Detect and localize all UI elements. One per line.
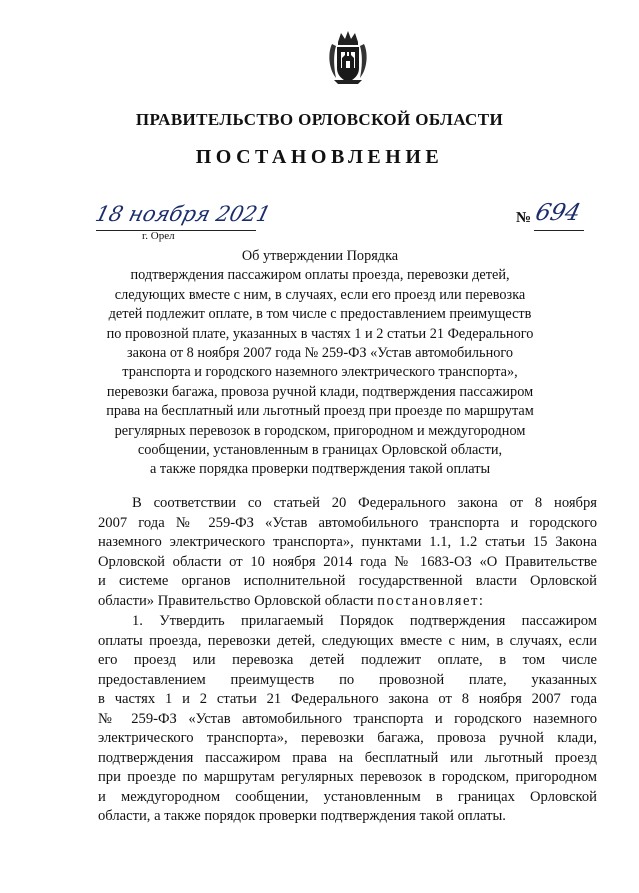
preamble-line: и системе органов исполнительной государственной власти Орловской (98, 573, 597, 589)
clause-line: в частях 1 и 2 статьи 21 Федерального закона от 8 ноября 2007 года (98, 691, 597, 707)
clause-line: оплаты проезда, перевозки детей, следующих вместе с ним, в случаях, если (98, 632, 597, 649)
organization-name: ПРАВИТЕЛЬСТВО ОРЛОВСКОЙ ОБЛАСТИ (135, 110, 504, 129)
subject-line: следующих вместе с ним, в случаях, если его проезд или перевозка (114, 286, 526, 303)
clause-1-paragraph (98, 612, 597, 827)
clause-line: предоставлением преимуществ по провозной плате, указанных (98, 671, 597, 688)
subject-line: детей подлежит оплате, в том числе с предоставлением преимуществ (108, 306, 532, 323)
coat-of-arms-icon (326, 28, 370, 86)
subject-line: перевозки багажа, провоза ручной клади, подтверждения пассажиром (106, 383, 534, 400)
preamble-line: наземного электрического транспорта», пунктами 1.1, 1.2 статьи 15 Закона (98, 534, 597, 550)
subject-line: закона от 8 ноября 2007 года № 259-ФЗ «Устав автомобильного (126, 345, 514, 362)
subject-line: сообщении, установленным в границах Орловской области, (137, 442, 503, 459)
decree-word: постановляет: (377, 592, 485, 609)
date-underline (96, 230, 256, 231)
subject-line: а также порядка проверки подтверждения такой оплаты (149, 461, 491, 478)
document-subject (100, 247, 540, 480)
subject-line: регулярных перевозок в городском, пригородном и междугородном (114, 422, 526, 439)
number-label: № (516, 210, 532, 226)
preamble-line: 2007 года № 259-ФЗ «Устав автомобильного транспорта и городского (98, 514, 597, 531)
preamble-line: В соответствии со статьей 20 Федерального закона от 8 ноября (132, 495, 597, 511)
subject-line: права на бесплатный или льготный проезд при проезде по маршрутам (106, 403, 534, 420)
subject-line: по провозной плате, указанных в частях 1 и 2 статьи 21 Федерального (106, 325, 534, 342)
number-underline (534, 230, 584, 231)
document-type: ПОСТАНОВЛЕНИЕ (195, 146, 444, 168)
subject-line: Об утверждении Порядка (241, 248, 399, 264)
clause-line: подтверждения пассажиром права на бесплатный или льготный проезд (98, 749, 597, 766)
preamble-last-line (98, 592, 597, 612)
document-date: 18 ноября 2021 (93, 202, 274, 226)
document-number: 694 (532, 200, 584, 226)
clause-line: его проезд или перевозка детей подлежит оплате, в том числе (98, 652, 597, 668)
preamble-line: Орловской области от 10 ноября 2014 года № 1683-ОЗ «О Правительстве (98, 553, 597, 570)
subject-line: транспорта и городского наземного электрического транспорта», (122, 364, 518, 381)
clause-line: при проезде по маршрутам регулярных перевозок в городском, пригородном (98, 769, 597, 785)
clause-line: электрического транспорта», перевозки багажа, провоза ручной клади, (98, 730, 597, 746)
clause-line: № 259-ФЗ «Устав автомобильного транспорта и городского наземного (98, 710, 597, 727)
clause-line: и междугородном сообщении, установленным в границах Орловской (98, 788, 597, 805)
clause-line: 1. Утвердить прилагаемый Порядок подтверждения пассажиром (132, 613, 597, 629)
preamble-last-text: области» Правительство Орловской области (98, 592, 374, 609)
clause-line: области, а также порядок проверки подтверждения такой оплаты. (98, 808, 506, 824)
subject-line: подтверждения пассажиром оплаты проезда, перевозки детей, (130, 267, 510, 284)
document-place: г. Орел (142, 230, 175, 242)
preamble-paragraph (98, 494, 597, 611)
